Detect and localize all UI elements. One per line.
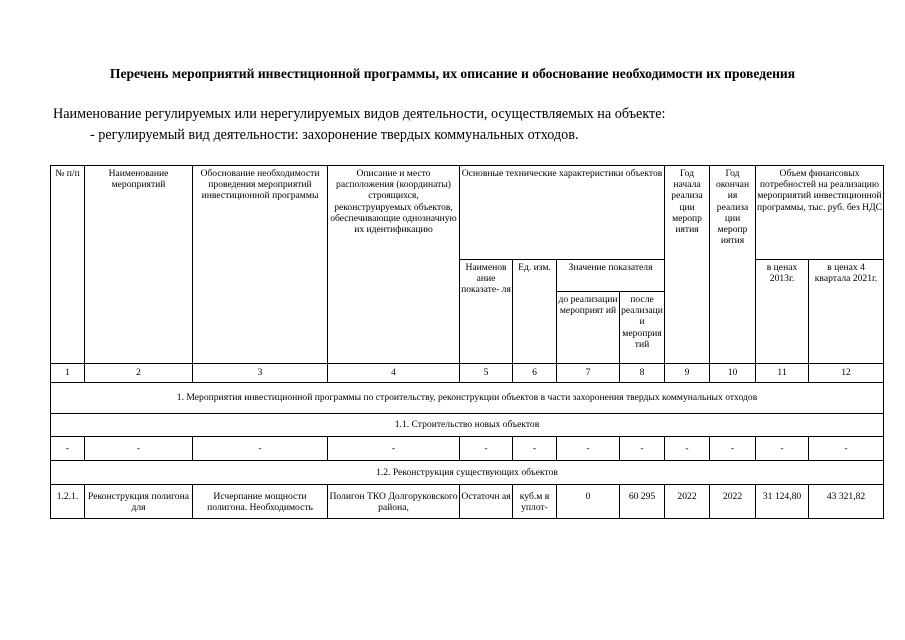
column-number: 2: [85, 364, 193, 383]
table-cell: -: [193, 437, 328, 461]
section-1-title: 1. Мероприятия инвестиционной программы по строительству, реконструкции объектов в части захоронения твердых коммунальных отходов: [51, 383, 884, 414]
header-indicator-name: Наименов ание показате- ля: [460, 260, 513, 364]
header-price-2013: в ценах 2013г.: [756, 260, 809, 364]
header-after: после реализаци и мероприя тий: [620, 292, 665, 364]
subsection-row: [51, 461, 884, 485]
row-description: Полигон ТКО Долгоруковского района,: [328, 485, 460, 519]
row-before: 0: [557, 485, 620, 519]
table-cell: -: [756, 437, 809, 461]
table-cell: -: [85, 437, 193, 461]
table-cell: -: [513, 437, 557, 461]
table-cell: -: [710, 437, 756, 461]
header-unit: Ед. изм.: [513, 260, 557, 364]
table-cell: -: [328, 437, 460, 461]
row-year-end: 2022: [710, 485, 756, 519]
subsection-row: [51, 414, 884, 437]
table-cell: -: [620, 437, 665, 461]
table-cell: -: [809, 437, 884, 461]
row-price-2021: 43 321,82: [809, 485, 884, 519]
investment-program-table: [50, 165, 884, 519]
row-year-start: 2022: [665, 485, 710, 519]
header-indicator-value: Значение показателя: [557, 260, 665, 292]
header-price-2021: в ценах 4 квартала 2021г.: [809, 260, 884, 364]
table-cell: -: [557, 437, 620, 461]
column-number: 9: [665, 364, 710, 383]
column-number: 6: [513, 364, 557, 383]
row-justification: Исчерпание мощности полигона. Необходимость: [193, 485, 328, 519]
column-number-row: [51, 364, 884, 383]
section-row: [51, 383, 884, 414]
subsection-1-2-title: 1.2. Реконструкция существующих объектов: [51, 461, 884, 485]
subsection-1-1-title: 1.1. Строительство новых объектов: [51, 414, 884, 437]
header-num: № п/п: [51, 166, 85, 364]
row-unit: куб.м в уплот-: [513, 485, 557, 519]
row-after: 60 295: [620, 485, 665, 519]
column-number: 12: [809, 364, 884, 383]
column-number: 1: [51, 364, 85, 383]
row-price-2013: 31 124,80: [756, 485, 809, 519]
table-row: [51, 485, 884, 519]
header-tech: Основные технические характеристики объектов: [460, 166, 665, 260]
header-name: Наименование мероприятий: [85, 166, 193, 364]
row-num: 1.2.1.: [51, 485, 85, 519]
table-cell: -: [460, 437, 513, 461]
column-number: 10: [710, 364, 756, 383]
row-name: Реконструкция полигона для: [85, 485, 193, 519]
header-description: Описание и место расположения (координаты) строящихся, реконструируемых объектов, обеспечивающие однозначную их идентификацию: [328, 166, 460, 364]
column-number: 7: [557, 364, 620, 383]
activity-description-line: Наименование регулируемых или нерегулируемых видов деятельности, осуществляемых на объекте:: [53, 106, 666, 122]
header-finance: Объем финансовых потребностей на реализацию мероприятий инвестиционной программы, тыс. руб. без НДС: [756, 166, 884, 260]
column-number: 4: [328, 364, 460, 383]
table-cell: -: [51, 437, 85, 461]
column-number: 5: [460, 364, 513, 383]
header-year-end: Год окончан ия реализа ции меропр иятия: [710, 166, 756, 364]
header-year-start: Год начала реализа ции меропр иятия: [665, 166, 710, 364]
column-number: 8: [620, 364, 665, 383]
column-number: 3: [193, 364, 328, 383]
header-before: до реализации мероприят ий: [557, 292, 620, 364]
activity-type-line: - регулируемый вид деятельности: захоронение твердых коммунальных отходов.: [90, 127, 579, 143]
row-indicator-name: Остаточн ая: [460, 485, 513, 519]
activity-description: [53, 104, 666, 146]
table-row: [51, 437, 884, 461]
header-justification: Обоснование необходимости проведения мероприятий инвестиционной программы: [193, 166, 328, 364]
column-number: 11: [756, 364, 809, 383]
table-cell: -: [665, 437, 710, 461]
page-title: Перечень мероприятий инвестиционной программы, их описание и обоснование необходимости их проведения: [109, 66, 796, 81]
header-row-1: [51, 166, 884, 260]
